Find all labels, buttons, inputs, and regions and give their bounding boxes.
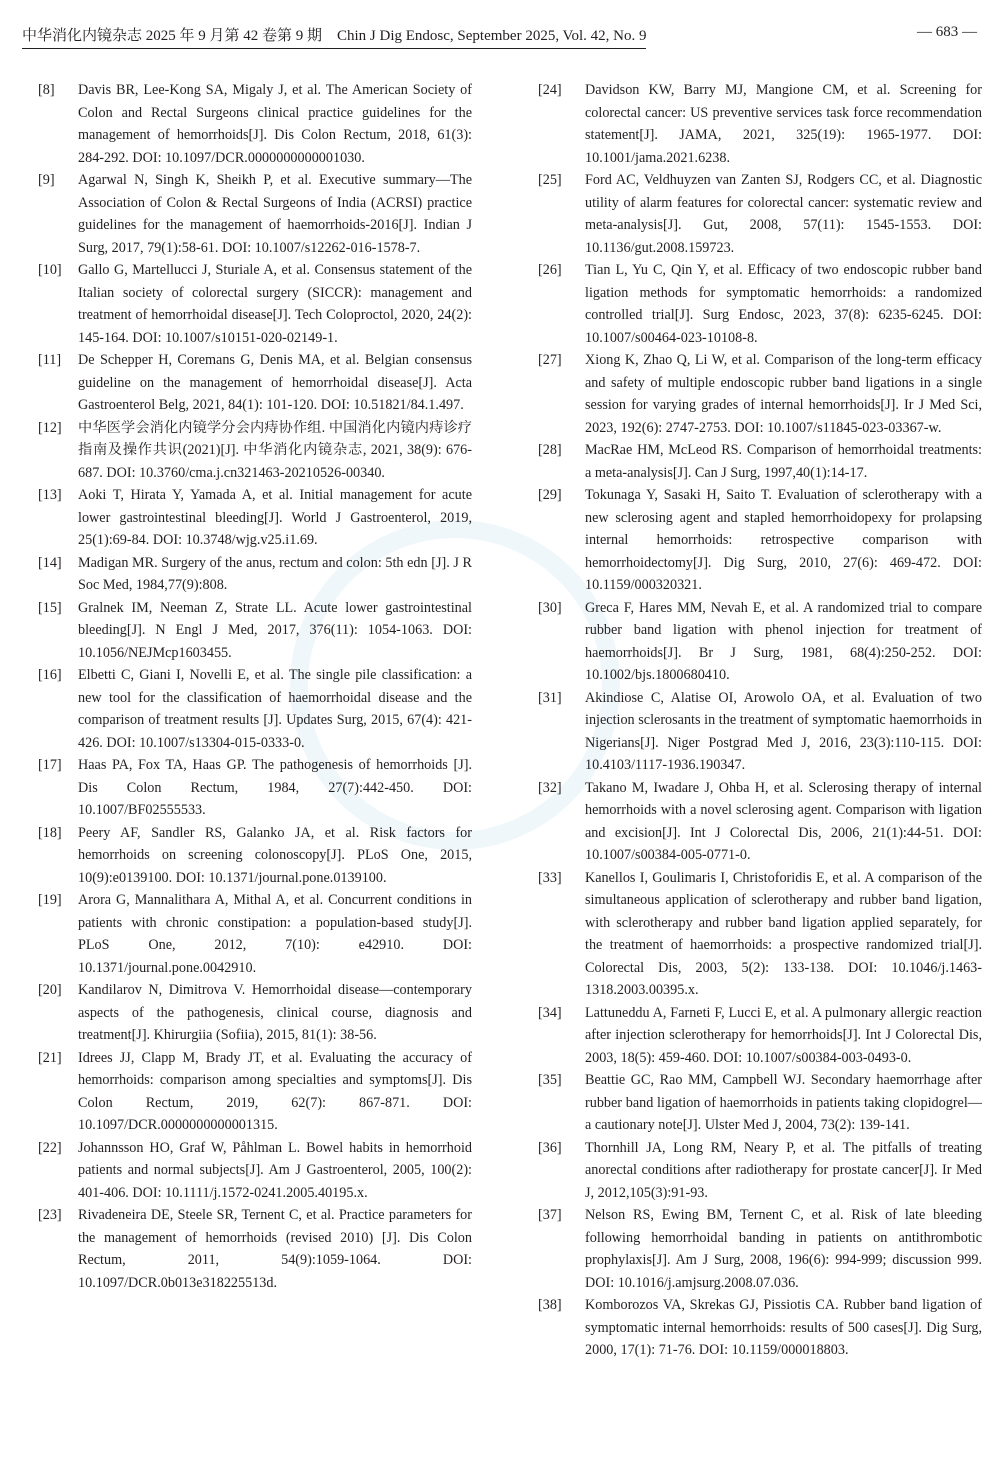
reference-number: [37] — [538, 1207, 562, 1223]
reference-number: [13] — [38, 487, 62, 503]
reference-number: [26] — [538, 262, 562, 278]
reference-number: [30] — [538, 599, 562, 616]
reference-item — [532, 1069, 982, 1137]
reference-number: [27] — [538, 352, 562, 368]
reference-text: Idrees JJ, Clapp M, Brady JT, et al. Evaluating the accuracy of hemorrhoids: comparison among specialties and symptoms[J]. Dis Colon Rectum, 2019, 62(7): 867-871. DOI: 10.1097/DCR.0000000000001315. — [78, 1049, 472, 1133]
reference-text: Beattie GC, Rao MM, Campbell WJ. Secondary haemorrhage after rubber band ligation of haemorrhoids in patients taking clopidogrel—a cautionary note[J]. Ulster Med J, 2004, 73(2): 139-141. — [585, 1072, 982, 1133]
reference-number: [25] — [538, 172, 562, 188]
reference-text: Gallo G, Martellucci J, Sturiale A, et al. Consensus statement of the Italian society of colorectal surgery (SICCR): management and treatment of hemorrhoidal disease[J]. Tech Coloproctol, 2020, 24(2): 145-164. DOI: 10.1007/s10151-020-02149-1. — [78, 262, 472, 346]
reference-item — [532, 439, 982, 484]
reference-item — [532, 597, 982, 687]
reference-item — [32, 484, 472, 552]
reference-number: [8] — [38, 82, 55, 98]
reference-text: Akindiose C, Alatise OI, Arowolo OA, et al. Evaluation of two injection sclerosants in the treatment of symptomatic haemorrhoids in Nigerians[J]. Niger Postgrad Med J, 2016, 23(3):110-115. DOI: 10.4103/1117-1936.190347. — [585, 689, 982, 773]
references-right-column — [532, 79, 982, 1362]
reference-text: Arora G, Mannalithara A, Mithal A, et al. Concurrent conditions in patients with chronic constipation: a population-based study[J]. PLoS One, 2012, 7(10): e42910. DOI: 10.1371/journal.pone.0042910. — [78, 892, 472, 976]
reference-item — [532, 1137, 982, 1205]
reference-number: [21] — [38, 1049, 62, 1066]
reference-item — [32, 169, 472, 259]
reference-item — [32, 822, 472, 890]
reference-number: [32] — [538, 779, 562, 796]
reference-number: [29] — [538, 487, 562, 503]
reference-item — [532, 1204, 982, 1294]
reference-text: Madigan MR. Surgery of the anus, rectum and colon: 5th edn [J]. J R Soc Med, 1984,77(9):808. — [78, 554, 472, 593]
reference-item — [32, 552, 472, 597]
reference-item — [32, 1137, 472, 1205]
reference-item — [532, 484, 982, 597]
reference-item — [532, 1002, 982, 1070]
reference-number: [15] — [38, 599, 62, 616]
reference-item — [32, 1047, 472, 1137]
reference-number: [24] — [538, 82, 562, 98]
journal-citation: 中华消化内镜杂志 2025 年 9 月第 42 卷第 9 期 Chin J Dig Endosc, September 2025, Vol. 42, No. 9 — [22, 24, 646, 49]
reference-item — [32, 259, 472, 349]
reference-item — [532, 169, 982, 259]
reference-item — [32, 349, 472, 417]
reference-item — [532, 867, 982, 1002]
reference-number: [22] — [38, 1139, 62, 1156]
reference-number: [36] — [538, 1139, 562, 1156]
reference-text: Greca F, Hares MM, Nevah E, et al. A randomized trial to compare rubber band ligation with phenol injection for treatment of haemorrhoids[J]. Br J Surg, 1981, 68(4):250-252. DOI: 10.1002/bjs.1800680410. — [585, 599, 982, 683]
reference-item — [532, 687, 982, 777]
reference-text: Nelson RS, Ewing BM, Ternent C, et al. Risk of late bleeding following hemorrhoidal banding in patients on antithrombotic prophylaxis[J]. Am J Surg, 2008, 196(6): 994-999; discussion 999. DOI: 10.1016/j.amjsurg.2008.07.036. — [585, 1207, 982, 1291]
reference-item — [32, 597, 472, 665]
reference-text: Elbetti C, Giani I, Novelli E, et al. The single pile classification: a new tool for the classification of haemorrhoidal disease and the comparison of treatment results [J]. Updates Surg, 2015, 67(4): 421-426. DOI: 10.1007/s13304-015-0333-0. — [78, 667, 472, 751]
reference-number: [18] — [38, 824, 62, 841]
reference-item — [32, 79, 472, 169]
reference-number: [20] — [38, 982, 62, 998]
reference-item — [532, 777, 982, 867]
reference-item — [32, 979, 472, 1047]
reference-text: Lattuneddu A, Farneti F, Lucci E, et al. A pulmonary allergic reaction after injection sclerotherapy for hemorrhoids[J]. Int J Colorectal Dis, 2003, 18(5): 459-460. DOI: 10.1007/s00384-003-0493-0. — [585, 1004, 982, 1066]
reference-text: Peery AF, Sandler RS, Galanko JA, et al. Risk factors for hemorrhoids on screening colonoscopy[J]. PLoS One, 2015, 10(9):e0139100. DOI: 10.1371/journal.pone.0139100. — [78, 824, 472, 886]
reference-number: [17] — [38, 757, 62, 773]
reference-text: Tokunaga Y, Sasaki H, Saito T. Evaluation of sclerotherapy with a new sclerosing agent and stapled hemorrhoidopexy for prolapsing internal hemorrhoids: retrospective comparison with hemorrhoidectomy[J]. Dig Surg, 2010, 27(6): 469-472. DOI: 10.1159/000320321. — [585, 487, 982, 593]
reference-number: [31] — [538, 689, 562, 706]
reference-item — [532, 259, 982, 349]
reference-number: [19] — [38, 892, 62, 908]
reference-text: Haas PA, Fox TA, Haas GP. The pathogenesis of hemorrhoids [J]. Dis Colon Rectum, 1984, 27(7):442-450. DOI: 10.1007/BF02555533. — [78, 757, 472, 818]
reference-text: Davidson KW, Barry MJ, Mangione CM, et al. Screening for colorectal cancer: US preventive services task force recommendation statement[J]. JAMA, 2021, 325(19): 1965-1977. DOI: 10.1001/jama.2021.6238. — [585, 82, 982, 166]
reference-number: [12] — [38, 419, 62, 436]
reference-text: Tian L, Yu C, Qin Y, et al. Efficacy of two endoscopic rubber band ligation methods for symptomatic hemorrhoids: a randomized controlled trial[J]. Surg Endosc, 2023, 37(8): 6235-6245. DOI: 10.1007/s00464-023-10108-8. — [585, 262, 982, 346]
reference-item — [532, 1294, 982, 1362]
reference-number: [10] — [38, 262, 62, 278]
reference-item — [32, 1204, 472, 1294]
running-header — [22, 24, 977, 48]
reference-text: Xiong K, Zhao Q, Li W, et al. Comparison of the long-term efficacy and safety of multiple endoscopic rubber band ligations in a single session for varying grades of internal hemorrhoids[J]. Ir J Med Sci, 2023, 192(6): 2747-2753. DOI: 10.1007/s11845-023-03367-w. — [585, 352, 982, 436]
reference-text: Takano M, Iwadare J, Ohba H, et al. Sclerosing therapy of internal hemorrhoids with a novel sclerosing agent. Comparison with ligation and excision[J]. Int J Colorectal Dis, 2006, 21(1):44-51. DOI: 10.1007/s00384-005-0771-0. — [585, 779, 982, 863]
reference-number: [38] — [538, 1297, 562, 1313]
reference-text: Johannsson HO, Graf W, Påhlman L. Bowel habits in hemorrhoid patients and normal subjects[J]. Am J Gastroenterol, 2005, 100(2): 401-406. DOI: 10.1111/j.1572-0241.2005.40195.x. — [78, 1139, 472, 1201]
reference-number: [23] — [38, 1207, 62, 1223]
reference-text: Kanellos I, Goulimaris I, Christoforidis E, et al. A comparison of the simultaneous application of sclerotherapy and rubber band ligation, with sclerotherapy and rubber band ligation applied separately, for the treatment of haemorrhoids: a prospective randomized trial[J]. Colorectal Dis, 2003, 5(2): 133-138. DOI: 10.1046/j.1463-1318.2003.00395.x. — [585, 869, 982, 998]
reference-text: Kandilarov N, Dimitrova V. Hemorrhoidal disease—contemporary aspects of the pathogenesis, clinical course, diagnosis and treatment[J]. Khirurgiia (Sofiia), 2015, 81(1): 38-56. — [78, 982, 472, 1043]
reference-text: Rivadeneira DE, Steele SR, Ternent C, et al. Practice parameters for the management of hemorrhoids (revised 2010) [J]. Dis Colon Rectum, 2011, 54(9):1059-1064. DOI: 10.1097/DCR.0b013e318225513d. — [78, 1207, 472, 1291]
reference-number: [35] — [538, 1072, 562, 1088]
reference-number: [34] — [538, 1004, 562, 1021]
reference-item — [32, 417, 472, 485]
reference-number: [28] — [538, 442, 562, 458]
reference-text: Komborozos VA, Skrekas GJ, Pissiotis CA. Rubber band ligation of symptomatic internal hemorrhoids: results of 500 cases[J]. Dig Surg, 2000, 17(1): 71-76. DOI: 10.1159/000018803. — [585, 1297, 982, 1358]
reference-number: [16] — [38, 667, 62, 683]
reference-number: [11] — [38, 352, 62, 368]
page-number: — 683 — — [917, 24, 977, 40]
reference-item — [532, 79, 982, 169]
reference-text: Gralnek IM, Neeman Z, Strate LL. Acute lower gastrointestinal bleeding[J]. N Engl J Med, 2017, 376(11): 1054-1063. DOI: 10.1056/NEJMcp1603455. — [78, 599, 472, 661]
reference-text: Davis BR, Lee-Kong SA, Migaly J, et al. The American Society of Colon and Rectal Surgeons clinical practice guidelines for the management of hemorrhoids[J]. Dis Colon Rectum, 2018, 61(3): 284-292. DOI: 10.1097/DCR.0000000000001030. — [78, 82, 472, 166]
reference-item — [32, 664, 472, 754]
reference-text: Thornhill JA, Long RM, Neary P, et al. The pitfalls of treating anorectal conditions after radiotherapy for prostate cancer[J]. Ir Med J, 2012,105(3):91-93. — [585, 1139, 982, 1201]
reference-item — [32, 889, 472, 979]
reference-text: Aoki T, Hirata Y, Yamada A, et al. Initial management for acute lower gastrointestinal bleeding[J]. World J Gastroenterol, 2019, 25(1):69-84. DOI: 10.3748/wjg.v25.i1.69. — [78, 487, 472, 548]
reference-item — [532, 349, 982, 439]
reference-number: [9] — [38, 172, 55, 188]
reference-text: Ford AC, Veldhuyzen van Zanten SJ, Rodgers CC, et al. Diagnostic utility of alarm features for colorectal cancer: systematic review and meta-analysis[J]. Gut, 2008, 57(11): 1545-1553. DOI: 10.1136/gut.2008.159723. — [585, 172, 982, 256]
reference-number: [33] — [538, 869, 562, 886]
references-left-column — [32, 79, 472, 1294]
reference-text: MacRae HM, McLeod RS. Comparison of hemorrhoidal treatments: a meta-analysis[J]. Can J Surg, 1997,40(1):14-17. — [585, 442, 982, 481]
reference-text: De Schepper H, Coremans G, Denis MA, et al. Belgian consensus guideline on the management of hemorrhoidal disease[J]. Acta Gastroenterol Belg, 2021, 84(1): 101-120. DOI: 10.51821/84.1.497. — [78, 352, 472, 413]
reference-number: [14] — [38, 554, 62, 571]
reference-text: Agarwal N, Singh K, Sheikh P, et al. Executive summary—The Association of Colon & Rectal Surgeons of India (ACRSI) practice guidelines for the management of haemorrhoids-2016[J]. Indian J Surg, 2017, 79(1):58-61. DOI: 10.1007/s12262-016-1578-7. — [78, 172, 472, 256]
reference-text: 中华医学会消化内镜学分会内痔协作组. 中国消化内镜内痔诊疗指南及操作共识(2021)[J]. 中华消化内镜杂志, 2021, 38(9): 676-687. DOI: 10.3760/cma.j.cn321463-20210526-00340. — [78, 419, 472, 481]
reference-item — [32, 754, 472, 822]
